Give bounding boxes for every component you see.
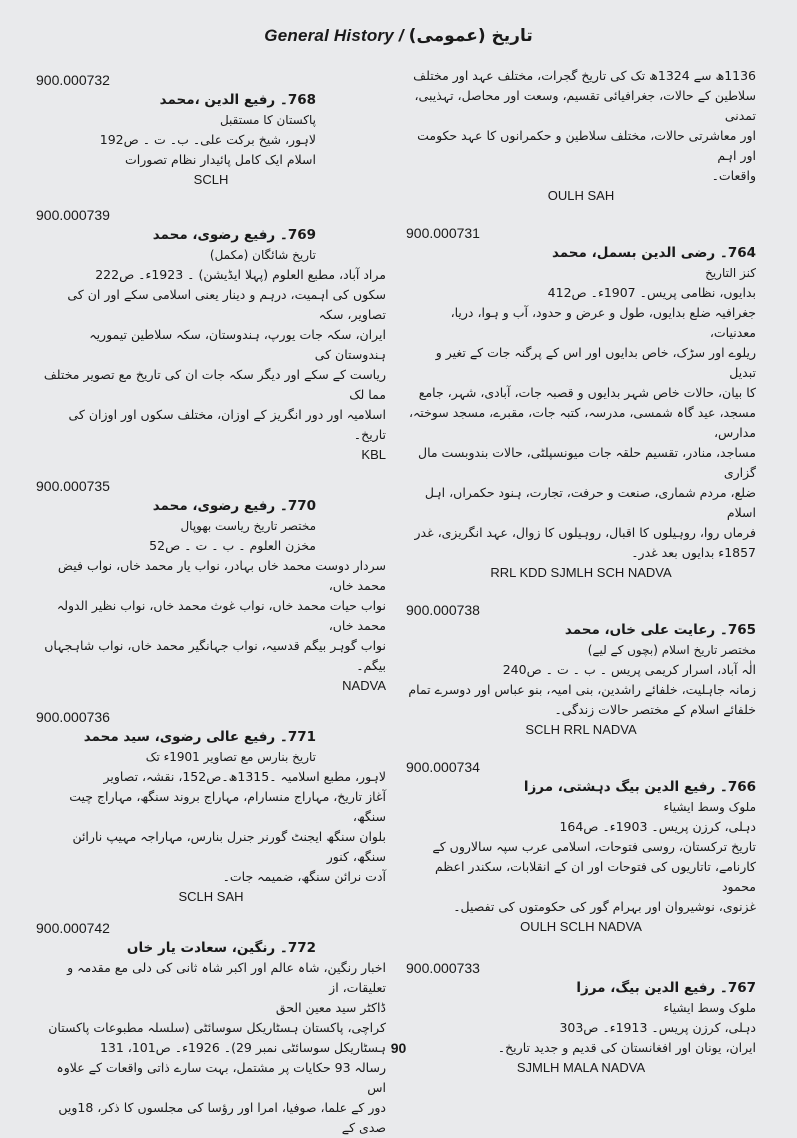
entry-note-line: جغرافیہ ضلع بدایوں، طول و عرض و حدود، آب و ہوا، دریا، معدنیات،: [450, 305, 756, 340]
library-codes: OULH SAH: [547, 188, 615, 203]
accession-number: 900.000739: [36, 207, 110, 223]
accession-number: 900.000731: [406, 225, 480, 241]
entry-heading: 772۔ رنگین، سعادت یار خاں: [126, 940, 316, 956]
library-codes: OULH SCLH NADVA: [520, 919, 642, 934]
entry-note-line: رسالہ 93 حکایات پر مشتمل، بہت سارے ذاتی واقعات کے علاوہ اس: [56, 1060, 386, 1095]
entry-imprint: دہلی، کرزن پریس۔ 1913ء۔ ص303: [559, 1020, 756, 1035]
entry-note-line: کا بیان، حالات خاص شہر بدایوں و قصبہ جات، آبادی، شہر، جامع: [418, 385, 756, 400]
entry-heading: 769۔ رفیع رضوی، محمد: [152, 227, 316, 243]
entry-note-line: خلفائے اسلام کے مختصر حالات زندگی۔: [554, 702, 756, 717]
entry-title: تاریخ بنارس مع تصاویر 1901ء تک: [145, 750, 316, 764]
entry-note-line: ایران، یونان اور افغانستان کی قدیم و جدید تاریخ۔: [497, 1040, 756, 1055]
entry-imprint-line: کراچی، پاکستان ہسٹاریکل سوسائٹی (سلسلہ مطبوعات پاکستان: [48, 1020, 386, 1035]
entry-note-line: نواب حیات محمد خاں، نواب غوث محمد خاں، نواب نظیر الدولہ محمد خاں،: [56, 598, 386, 633]
accession-number: 900.000734: [406, 759, 480, 775]
library-codes: NADVA: [342, 678, 386, 693]
entry-note-line: سکوں کی اہمیت، درہم و دینار یعنی اسلامی سکے اور ان کی تصاویر، سکہ: [67, 287, 386, 322]
catalog-entry-763-continued: [406, 66, 756, 203]
catalog-entry-768: [36, 72, 386, 187]
entry-title: مختصر تاریخ اسلام (بچوں کے لیے): [587, 643, 756, 657]
entry-note-line: نواب گوہر بیگم قدسیہ، نواب جہانگیر محمد خاں، نواب شاہجہاں بیگم۔: [44, 638, 386, 673]
library-codes: SCLH: [193, 172, 229, 187]
entry-note-line: غزنوی، نوشیروان اور بہرام گور کی حکومتوں کی تفصیل۔: [453, 899, 756, 914]
entry-title: ملوک وسط ایشیاء: [663, 1001, 756, 1015]
entry-note-line: 1857ء بدایوں بعد غدر۔: [631, 545, 756, 560]
entry-body: [36, 90, 386, 170]
entry-imprint: لاہور، مطبع اسلامیہ ۔1315ھ۔ص152، نقشہ، تصاویر: [103, 769, 386, 784]
entry-note-line: سلاطین کے حالات، جغرافیائی تقسیم، وسعت اور محاصل، تہذیبی، تمدنی: [414, 88, 756, 123]
accession-number: 900.000738: [406, 602, 480, 618]
entry-body: [406, 66, 756, 186]
entry-body: [36, 225, 386, 445]
entry-note-line: مساجد، منادر، تقسیم حلقہ جات میونسپلٹی، حالات بندوبست مال گزاری: [417, 445, 756, 480]
entry-imprint: بدایوں، نظامی پریس۔ 1907ء۔ ص412: [547, 285, 756, 300]
entry-title: پاکستان کا مستقبل: [219, 113, 316, 127]
entry-body: [36, 496, 386, 676]
entry-note-line: بلوان سنگھ ایجنٹ گورنر جنرل بنارس، مہاراجہ مہیپ نارائن سنگھ، کنور: [72, 829, 386, 864]
page-title-english: General History /: [264, 26, 404, 45]
page-number: 90: [390, 1040, 407, 1056]
catalog-entry-766: [406, 759, 756, 934]
entry-note-line: کارنامے، تاتاریوں کی فتوحات اور ان کے انقلابات، سکندر اعظم محمود: [434, 859, 756, 894]
entry-imprint: الٰہ آباد، اسرار کریمی پریس ۔ ب ۔ ت ۔ ص240: [502, 662, 756, 677]
entry-body: [406, 243, 756, 563]
entry-note-line: فرماں روا، روہیلوں کا اقبال، روہیلوں کا زوال، عہد انگریزی، غدر: [414, 525, 756, 540]
entry-imprint: مخزن العلوم ۔ ب ۔ ت ۔ ص52: [149, 538, 316, 553]
entry-heading: 771۔ رفیع عالی رضوی، سید محمد: [83, 729, 316, 745]
library-codes: SCLH SAH: [178, 889, 244, 904]
catalog-entry-770: [36, 478, 386, 693]
entry-note-line: 1136ھ سے 1324ھ تک کی تاریخ گجرات، مختلف عہد اور مختلف: [413, 68, 756, 83]
entry-body: [406, 777, 756, 917]
entry-imprint: دہلی، کرزن پریس۔ 1903ء۔ ص164: [559, 819, 756, 834]
right-column: [406, 66, 756, 1075]
entry-body: [406, 620, 756, 720]
entry-note-line: آغاز تاریخ، مہاراج منسارام، مہاراج بروند سنگھ، مہاراج چیت سنگھ،: [69, 789, 386, 824]
entry-title: کنز التاریخ: [705, 266, 756, 280]
entry-title: تاریخ شائگان (مکمل): [209, 248, 316, 262]
library-codes: RRL KDD SJMLH SCH NADVA: [490, 565, 672, 580]
entry-heading: 766۔ رفیع الدین بیگ دہشتی، مرزا: [523, 779, 756, 795]
entry-imprint: مراد آباد، مطبع العلوم (پہلا ایڈیشن) ۔ 1923ء۔ ص222: [95, 267, 386, 282]
entry-note-line: اور معاشرتی حالات، مختلف سلاطین و حکمرانوں کا عہد حکومت اور اہم: [417, 128, 756, 163]
entry-body: [36, 727, 386, 887]
catalog-entry-767: [406, 960, 756, 1075]
entry-note-line: تاریخ ترکستان، روسی فتوحات، اسلامی عرب سپہ سالاروں کے: [432, 839, 756, 854]
page-title: [0, 26, 797, 46]
entry-note-line: مسجد، عید گاہ شمسی، مدرسہ، کتبہ جات، مقبرے، مسجد سوختہ، مدارس،: [408, 405, 756, 440]
entry-imprint-line: ہسٹاریکل سوسائٹی نمبر 29)۔ 1926ء۔ ص101، 131: [99, 1040, 386, 1055]
catalog-entry-765: [406, 602, 756, 737]
catalog-entry-772: [36, 920, 386, 1138]
entry-imprint: لاہور، شیخ برکت علی۔ ب۔ ت ۔ ص192: [99, 132, 316, 147]
left-column: [36, 66, 386, 1138]
entry-note-line: واقعات۔: [711, 168, 756, 183]
catalog-entry-769: [36, 207, 386, 462]
entry-body: [36, 938, 386, 1138]
entry-note-line: ضلع، مردم شماری، صنعت و حرفت، تجارت، ہنود حکمراں، اہل اسلام: [424, 485, 756, 520]
entry-title-line: ڈاکٹر سید معین الحق: [275, 1000, 386, 1015]
entry-note-line: ریلوے اور سڑک، خاص بدایوں اور اس کے پرگنہ جات کے تغیر و تبدیل: [435, 345, 756, 380]
entry-title-line: اخبار رنگین، شاہ عالم اور اکبر شاہ ثانی کی دلی مع مقدمہ و تعلیقات، از: [67, 960, 386, 995]
library-codes: SJMLH MALA NADVA: [516, 1060, 646, 1075]
entry-heading: 770۔ رفیع رضوی، محمد: [152, 498, 316, 514]
catalog-entry-764: [406, 225, 756, 580]
entry-title: مختصر تاریخ ریاست بھوپال: [180, 519, 316, 533]
accession-number: 900.000736: [36, 709, 110, 725]
accession-number: 900.000742: [36, 920, 110, 936]
entry-title: ملوک وسط ایشیاء: [663, 800, 756, 814]
entry-note-line: سردار دوست محمد خاں بہادر، نواب یار محمد خاں، نواب فیض محمد خاں،: [57, 558, 386, 593]
entry-note-line: آدت نرائن سنگھ، ضمیمہ جات۔: [222, 869, 386, 884]
accession-number: 900.000733: [406, 960, 480, 976]
entry-heading: 767۔ رفیع الدین بیگ، مرزا: [576, 980, 756, 996]
entry-note-line: اسلامیہ اور دور انگریز کے اوزان، مختلف سکوں اور اوزان کی تاریخ۔: [68, 407, 386, 442]
entry-heading: 764۔ رضی الدین بسمل، محمد: [551, 245, 756, 261]
entry-note: اسلام ایک کامل پائیدار نظام تصورات: [124, 152, 316, 167]
entry-note-line: دور کے علما، صوفیا، امرا اور رؤسا کی مجلسوں کا ذکر، 18ویں صدی کے: [58, 1100, 386, 1135]
entry-note-line: ریاست کے سکے اور دیگر سکہ جات ان کی تاریخ مع تصویر مختلف مما لک: [43, 367, 386, 402]
accession-number: 900.000735: [36, 478, 110, 494]
page-title-urdu: تاریخ (عمومی): [408, 26, 533, 46]
entry-heading: 765۔ رعایت علی خاں، محمد: [564, 622, 756, 638]
catalog-entry-771: [36, 709, 386, 904]
entry-heading: 768۔ رفیع الدین ،محمد: [159, 92, 316, 108]
entry-note-line: زمانہ جاہلیت، خلفائے راشدین، بنی امیہ، بنو عباس اور دوسرے تمام: [408, 682, 756, 697]
entry-note-line: ایران، سکہ جات یورپ، ہندوستان، سکہ سلاطین تیموریہ ہندوستان کی: [89, 327, 386, 362]
accession-number: 900.000732: [36, 72, 110, 88]
library-codes: KBL: [361, 447, 386, 462]
library-codes: SCLH RRL NADVA: [525, 722, 637, 737]
